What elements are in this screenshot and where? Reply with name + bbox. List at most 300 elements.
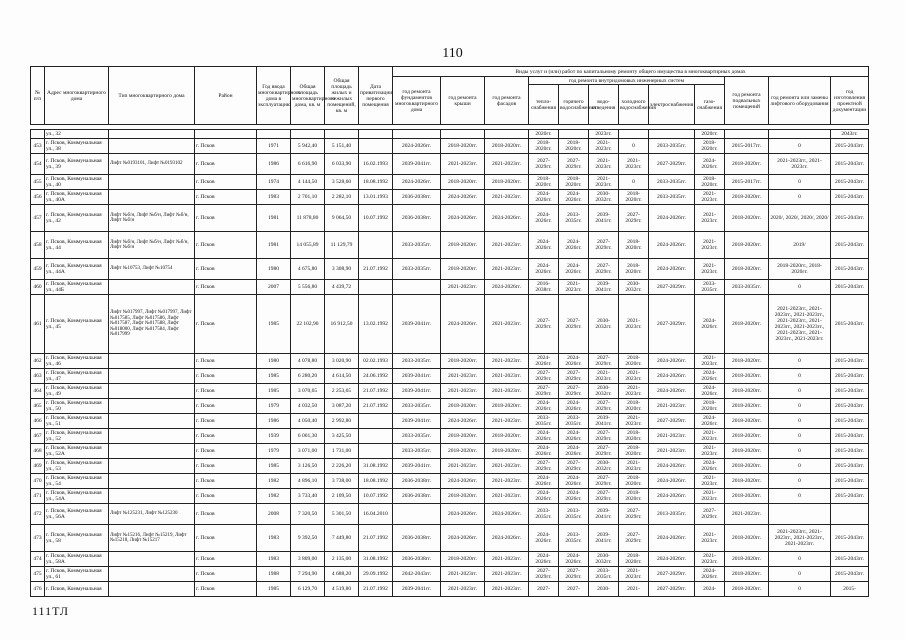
- cell-address: г. Псков, Коммунальная ул., 46: [45, 354, 109, 369]
- cell-privatization-date: 16.02.1993: [359, 154, 393, 175]
- cell-heat: 2033-2035гг.: [529, 414, 559, 429]
- cell-no: 465: [31, 399, 45, 414]
- cell-type: Лифт №017997, Лифт №017997, Лифт №017585, Лифт №017586, Лифт №017587, Лифт №017588, Лифт №018000, Лифт №017584, Лифт №017999: [109, 295, 195, 354]
- cell-hot-water: 2033-2035гг.: [559, 525, 589, 552]
- cell-foundation: 2039-2041гг.: [393, 295, 441, 354]
- cell-heat: 2027-2029гг.: [529, 459, 559, 474]
- cell-gas: 2024-2026гг.: [695, 414, 725, 429]
- cell-address: г. Псков, Коммунальная ул., 51: [45, 414, 109, 429]
- cell-heat: 2024-2026гг.: [529, 354, 559, 369]
- cell-year: 1983: [257, 552, 291, 567]
- cell-lift: 0: [769, 175, 831, 190]
- cell-hot-water: 2024-2026гг.: [559, 259, 589, 280]
- cell-year: 1974: [257, 175, 291, 190]
- cell-electric: 2013-2035гг.: [649, 504, 695, 525]
- cell-hot-water: 2018-2020гг.: [559, 139, 589, 154]
- cell-roof: 2024-2026гг.: [441, 414, 485, 429]
- cell-total-area: 3 809,00: [291, 552, 325, 567]
- cell-project: 2015-2043гг.: [831, 567, 869, 582]
- cell-heat: 2027-2029гг.: [529, 384, 559, 399]
- cell-basement: 2033-2035гг.: [725, 280, 769, 295]
- cell-roof: 2021-2023гг.: [441, 582, 485, 597]
- cell-basement: 2018-2020гг.: [725, 205, 769, 232]
- cell-cold-water: 2018-2020гг.: [619, 429, 649, 444]
- cell-hot-water: 2027-: [559, 582, 589, 597]
- cell-project: 2015-2043гг.: [831, 552, 869, 567]
- cell-water: 2033-2035гг.: [589, 567, 619, 582]
- table-row: [31, 504, 869, 525]
- cell-year: 1979: [257, 444, 291, 459]
- cell-project: 2015-2043гг.: [831, 384, 869, 399]
- cell-hot-water: 2033-2035гг.: [559, 205, 589, 232]
- cell-project: 2015-2043гг.: [831, 139, 869, 154]
- cell-water: 2027-2029гг.: [589, 474, 619, 489]
- cell-roof: 2021-2023гг.: [441, 567, 485, 582]
- cell-total-area: 3 126,50: [291, 459, 325, 474]
- carry-cell: 2023гг.: [589, 130, 619, 139]
- cell-privatization-date: [359, 139, 393, 154]
- cell-roof: 2024-2026гг.: [441, 504, 485, 525]
- cell-year: 1971: [257, 139, 291, 154]
- cell-residential-area: 3 738,00: [325, 474, 359, 489]
- cell-total-area: 22 102,90: [291, 295, 325, 354]
- cell-foundation: 2042-2043гг.: [393, 567, 441, 582]
- cell-privatization-date: 18.08.1992: [359, 175, 393, 190]
- cell-gas: 2033-2035гг.: [695, 280, 725, 295]
- cell-electric: 2024-2026гг.: [649, 354, 695, 369]
- cell-heat: 2024-2026гг.: [529, 232, 559, 259]
- cell-cold-water: 2021-2023гг.: [619, 384, 649, 399]
- cell-residential-area: 3 020,90: [325, 354, 359, 369]
- cell-cold-water: 2021-2023гг.: [619, 459, 649, 474]
- cell-gas: 2018-2020гг.: [695, 175, 725, 190]
- cell-basement: 2018-2020гг.: [725, 154, 769, 175]
- cell-total-area: 6 129,70: [291, 582, 325, 597]
- cell-privatization-date: 21.07.1992: [359, 399, 393, 414]
- cell-residential-area: 5 151,40: [325, 139, 359, 154]
- cell-foundation: 2039-2041гг.: [393, 154, 441, 175]
- cell-type: [109, 139, 195, 154]
- cell-total-area: 5 556,80: [291, 280, 325, 295]
- cell-privatization-date: [359, 444, 393, 459]
- cell-year: 1981: [257, 232, 291, 259]
- cell-project: 2015-2043гг.: [831, 280, 869, 295]
- cell-privatization-date: 24.06.1992: [359, 369, 393, 384]
- cell-privatization-date: [359, 429, 393, 444]
- cell-address: г. Псков, Коммунальная ул., 52: [45, 429, 109, 444]
- cell-cold-water: 2027-2029гг.: [619, 504, 649, 525]
- cell-roof: 2018-2020гг.: [441, 429, 485, 444]
- cell-basement: 2018-2020гг.: [725, 232, 769, 259]
- cell-total-area: 4 675,80: [291, 259, 325, 280]
- header-year-built: Год ввода многоквартирного дома в эксплуатацию: [257, 67, 291, 125]
- cell-district: г. Псков: [195, 525, 257, 552]
- cell-address: г. Псков, Коммунальная: [45, 582, 109, 597]
- table-row: [31, 190, 869, 205]
- cell-hot-water: 2027-2029гг.: [559, 384, 589, 399]
- cell-basement: 2018-2020гг.: [725, 369, 769, 384]
- cell-project: 2015-2043гг.: [831, 259, 869, 280]
- cell-lift: 2021-2023гг., 2021-2023гг., 2021-2023гг., 2021-2023гг.: [769, 525, 831, 552]
- cell-lift: 0: [769, 280, 831, 295]
- cell-electric: 2024-2026гг.: [649, 459, 695, 474]
- cell-residential-area: 4 439,72: [325, 280, 359, 295]
- cell-type: Лифт №15216, Лифт №15219, Лифт №15218, Лифт №15217: [109, 525, 195, 552]
- cell-hot-water: 2024-2026гг.: [559, 232, 589, 259]
- cell-hot-water: 2033-2035гг.: [559, 504, 589, 525]
- cell-electric: 2024-2026гг.: [649, 474, 695, 489]
- cell-basement: 2021-2023гг.: [725, 504, 769, 525]
- cell-basement: 2015-2017гг.: [725, 175, 769, 190]
- cell-cold-water: 2018-2020гг.: [619, 190, 649, 205]
- cell-roof: 2018-2020гг.: [441, 399, 485, 414]
- cell-lift: 0: [769, 399, 831, 414]
- cell-facade: 2021-2023гг.: [485, 582, 529, 597]
- cell-basement: 2018-2020гг.: [725, 444, 769, 459]
- cell-district: г. Псков: [195, 399, 257, 414]
- cell-basement: 2018-2020гг.: [725, 295, 769, 354]
- cell-facade: 2021-2023гг.: [485, 354, 529, 369]
- table-row: [31, 384, 869, 399]
- cell-foundation: 2036-2038гг.: [393, 525, 441, 552]
- cell-address: г. Псков, Коммунальная ул., 52А: [45, 444, 109, 459]
- cell-gas: 2021-2023гг.: [695, 354, 725, 369]
- table-row: [31, 232, 869, 259]
- cell-residential-area: 11 129,79: [325, 232, 359, 259]
- cell-gas: 2021-2023гг.: [695, 444, 725, 459]
- cell-lift: 0: [769, 489, 831, 504]
- cell-address: г. Псков, Коммунальная ул., 38: [45, 139, 109, 154]
- header-gas: газо-снабжения: [695, 85, 725, 125]
- cell-water: 2027-2029гг.: [589, 429, 619, 444]
- cell-roof: 2021-2023гг.: [441, 384, 485, 399]
- cell-hot-water: 2033-2035гг.: [559, 414, 589, 429]
- cell-address: г. Псков, Коммунальная ул., 44Б: [45, 280, 109, 295]
- cell-heat: 2024-2026гг.: [529, 444, 559, 459]
- carry-cell: 2020гг.: [695, 130, 725, 139]
- cell-total-area: 7 294,90: [291, 567, 325, 582]
- cell-year: 1980: [257, 259, 291, 280]
- cell-project: 2015-2043гг.: [831, 525, 869, 552]
- cell-lift: 0: [769, 444, 831, 459]
- cell-type: [109, 582, 195, 597]
- cell-cold-water: 2027-2029гг.: [619, 525, 649, 552]
- cell-privatization-date: 21.07.1992: [359, 384, 393, 399]
- cell-basement: 2015-2017гг.: [725, 139, 769, 154]
- cell-water: 2030-2032гг.: [589, 295, 619, 354]
- cell-heat: 2024-2026гг.: [529, 259, 559, 280]
- cell-roof: 2021-2023гг.: [441, 459, 485, 474]
- cell-gas: 2021-2023гг.: [695, 205, 725, 232]
- table-row: [31, 459, 869, 474]
- cell-lift: 0: [769, 567, 831, 582]
- cell-heat: 2027-: [529, 582, 559, 597]
- cell-roof: 2018-2020гг.: [441, 354, 485, 369]
- cell-residential-area: 3 425,50: [325, 429, 359, 444]
- cell-facade: 2021-2023гг.: [485, 459, 529, 474]
- header-foundation: год ремонта фундаментов многоквартирного дома: [393, 77, 441, 125]
- cell-cold-water: 2018-2020гг.: [619, 474, 649, 489]
- cell-privatization-date: 29.09.1992: [359, 567, 393, 582]
- cell-total-area: 6 616,90: [291, 154, 325, 175]
- cell-privatization-date: 02.02.1993: [359, 354, 393, 369]
- cell-water: 2030-2032гг.: [589, 459, 619, 474]
- cell-district: г. Псков: [195, 205, 257, 232]
- cell-address: г. Псков, Коммунальная ул., 49: [45, 384, 109, 399]
- cell-address: г. Псков, Коммунальная ул., 39: [45, 154, 109, 175]
- cell-residential-area: 2 109,50: [325, 489, 359, 504]
- table-header: [30, 66, 868, 125]
- cell-hot-water: 2024-2026гг.: [559, 399, 589, 414]
- cell-facade: 2021-2023гг.: [485, 567, 529, 582]
- cell-total-area: 2 701,10: [291, 190, 325, 205]
- cell-hot-water: 2024-2026гг.: [559, 429, 589, 444]
- cell-basement: 2018-2020гг.: [725, 567, 769, 582]
- cell-project: 2015-2043гг.: [831, 205, 869, 232]
- cell-gas: 2024-2026гг.: [695, 369, 725, 384]
- table-row: [31, 175, 869, 190]
- cell-no: 470: [31, 474, 45, 489]
- cell-gas: 2027-2029гг.: [695, 504, 725, 525]
- cell-cold-water: 0: [619, 139, 649, 154]
- cell-electric: 2027-2029гг.: [649, 280, 695, 295]
- cell-cold-water: 2018-2020гг.: [619, 444, 649, 459]
- cell-address: г. Псков, Коммунальная ул., 40: [45, 175, 109, 190]
- cell-district: г. Псков: [195, 384, 257, 399]
- cell-residential-area: 1 731,00: [325, 444, 359, 459]
- cell-roof: 2024-2026гг.: [441, 295, 485, 354]
- page-footer: 111ТЛ: [32, 604, 69, 618]
- cell-roof: 2024-2026гг.: [441, 190, 485, 205]
- cell-district: г. Псков: [195, 259, 257, 280]
- cell-electric: 2033-2035гг.: [649, 139, 695, 154]
- cell-heat: 2024-2026гг.: [529, 525, 559, 552]
- cell-address: г. Псков, Коммунальная ул., 58А: [45, 552, 109, 567]
- cell-electric: 2024-2026гг.: [649, 525, 695, 552]
- cell-year: 1985: [257, 384, 291, 399]
- cell-lift: 0: [769, 190, 831, 205]
- cell-type: [109, 280, 195, 295]
- table-row: [31, 280, 869, 295]
- cell-gas: 2024-2026гг.: [695, 295, 725, 354]
- cell-electric: 2021-2023гг.: [649, 399, 695, 414]
- cell-heat: 2024-2026гг.: [529, 552, 559, 567]
- cell-electric: 2024-2026гг.: [649, 232, 695, 259]
- cell-gas: 2021-2023гг.: [695, 552, 725, 567]
- cell-privatization-date: [359, 232, 393, 259]
- cell-cold-water: 2021-: [619, 582, 649, 597]
- cell-project: 2015-2043гг.: [831, 474, 869, 489]
- cell-facade: 2021-2023гг.: [485, 414, 529, 429]
- cell-year: 1982: [257, 474, 291, 489]
- cell-privatization-date: 31.08.1992: [359, 552, 393, 567]
- cell-type: [109, 414, 195, 429]
- cell-gas: 2021-2023гг.: [695, 525, 725, 552]
- cell-heat: 2027-2029гг.: [529, 295, 559, 354]
- cell-electric: 2024-2026гг.: [649, 384, 695, 399]
- cell-foundation: 2033-2035гг.: [393, 429, 441, 444]
- header-basement: год ремонта подвальных помещений: [725, 77, 769, 125]
- cell-cold-water: 2018-2020гг.: [619, 399, 649, 414]
- cell-water: 2027-2029гг.: [589, 489, 619, 504]
- cell-basement: 2018-2020гг.: [725, 489, 769, 504]
- cell-cold-water: 2018-2020гг.: [619, 259, 649, 280]
- header-heat: тепло-снабжения: [529, 85, 559, 125]
- cell-roof: 2018-2020гг.: [441, 552, 485, 567]
- cell-residential-area: 9 064,50: [325, 205, 359, 232]
- cell-water: 2039-2041гг.: [589, 414, 619, 429]
- cell-district: г. Псков: [195, 552, 257, 567]
- cell-gas: 2021-2023гг.: [695, 232, 725, 259]
- cell-lift: 0: [769, 429, 831, 444]
- cell-no: 461: [31, 295, 45, 354]
- cell-electric: 2027-2029гг.: [649, 567, 695, 582]
- cell-water: 2027-2029гг.: [589, 444, 619, 459]
- cell-address: г. Псков, Коммунальная ул., 58: [45, 525, 109, 552]
- header-district: Район: [195, 67, 257, 125]
- table-row: [31, 369, 869, 384]
- cell-water: 2021-2023гг.: [589, 154, 619, 175]
- cell-type: [109, 459, 195, 474]
- cell-hot-water: 2024-2026гг.: [559, 474, 589, 489]
- carry-address: ул., 32: [45, 130, 109, 139]
- cell-project: 2015-2043гг.: [831, 444, 869, 459]
- cell-lift: 0: [769, 552, 831, 567]
- cell-district: г. Псков: [195, 444, 257, 459]
- cell-address: г. Псков, Коммунальная ул., 61: [45, 567, 109, 582]
- cell-project: 2015-: [831, 582, 869, 597]
- cell-project: 2015-2043гг.: [831, 175, 869, 190]
- cell-total-area: 7 320,50: [291, 504, 325, 525]
- cell-heat: 2024-2026гг.: [529, 190, 559, 205]
- cell-roof: 2018-2020гг.: [441, 444, 485, 459]
- cell-total-area: 4 032,50: [291, 399, 325, 414]
- cell-address: г. Псков, Коммунальная ул., 53: [45, 459, 109, 474]
- cell-type: [109, 474, 195, 489]
- cell-year: 1980: [257, 354, 291, 369]
- cell-gas: 2021-2023гг.: [695, 190, 725, 205]
- cell-cold-water: 2018-2020гг.: [619, 489, 649, 504]
- cell-facade: 2021-2023гг.: [485, 384, 529, 399]
- cell-address: г. Псков, Коммунальная ул., 44: [45, 232, 109, 259]
- cell-gas: 2021-2023гг.: [695, 429, 725, 444]
- cell-project: 2015-2043гг.: [831, 154, 869, 175]
- cell-lift: 2020/, 2020/, 2020/, 2020/: [769, 205, 831, 232]
- header-systems: год ремонта внутридомовых инженерных систем: [529, 77, 725, 85]
- cell-residential-area: 2 226,20: [325, 459, 359, 474]
- cell-lift: 0: [769, 459, 831, 474]
- cell-residential-area: 5 301,50: [325, 504, 359, 525]
- cell-roof: 2018-2020гг.: [441, 489, 485, 504]
- cell-water: 2021-2023гг.: [589, 139, 619, 154]
- cell-facade: 2021-2023гг.: [485, 489, 529, 504]
- cell-facade: 2021-2023гг.: [485, 190, 529, 205]
- cell-roof: 2024-2026гг.: [441, 205, 485, 232]
- cell-type: [109, 429, 195, 444]
- carry-cell: 2020гг.: [529, 130, 559, 139]
- cell-year: 1982: [257, 489, 291, 504]
- cell-cold-water: 2021-2023гг.: [619, 414, 649, 429]
- cell-roof: 2018-2020гг.: [441, 232, 485, 259]
- cell-basement: 2018-2020гг.: [725, 459, 769, 474]
- cell-no: 463: [31, 369, 45, 384]
- cell-foundation: 2036-2038гг.: [393, 190, 441, 205]
- table-row: [31, 354, 869, 369]
- cell-year: 1939: [257, 429, 291, 444]
- cell-year: 1983: [257, 525, 291, 552]
- cell-no: 467: [31, 429, 45, 444]
- cell-year: 1983: [257, 190, 291, 205]
- cell-district: г. Псков: [195, 474, 257, 489]
- cell-water: 2021-2023гг.: [589, 369, 619, 384]
- cell-total-area: 5 942,40: [291, 139, 325, 154]
- cell-cold-water: 0: [619, 175, 649, 190]
- cell-district: г. Псков: [195, 567, 257, 582]
- cell-year: 1985: [257, 295, 291, 354]
- cell-water: 2021-2023гг.: [589, 175, 619, 190]
- cell-lift: 2021-2023гг., 2021-2023гг.: [769, 154, 831, 175]
- cell-basement: 2018-2020гг.: [725, 429, 769, 444]
- table-row-carry: [31, 130, 869, 139]
- cell-year: 2008: [257, 504, 291, 525]
- cell-hot-water: 2027-2029гг.: [559, 295, 589, 354]
- cell-no: 474: [31, 552, 45, 567]
- cell-residential-area: 2 282,10: [325, 190, 359, 205]
- cell-district: г. Псков: [195, 175, 257, 190]
- cell-address: г. Псков, Коммунальная ул., 45: [45, 295, 109, 354]
- cell-address: г. Псков, Коммунальная ул., 40А: [45, 190, 109, 205]
- cell-hot-water: 2024-2026гг.: [559, 552, 589, 567]
- cell-gas: 2024-: [695, 582, 725, 597]
- cell-foundation: 2036-2038гг.: [393, 489, 441, 504]
- cell-cold-water: 2030-2032гг.: [619, 280, 649, 295]
- cell-no: 471: [31, 489, 45, 504]
- cell-address: г. Псков, Коммунальная ул., 54: [45, 474, 109, 489]
- cell-district: г. Псков: [195, 489, 257, 504]
- cell-basement: 2018-2020гг.: [725, 582, 769, 597]
- cell-facade: 2018-2020гг.: [485, 429, 529, 444]
- table-row: [31, 399, 869, 414]
- header-electric: электроснабжения: [649, 85, 695, 125]
- cell-year: 1979: [257, 399, 291, 414]
- cell-residential-area: 7 449,80: [325, 525, 359, 552]
- cell-district: г. Псков: [195, 429, 257, 444]
- cell-facade: 2021-2023гг.: [485, 295, 529, 354]
- cell-district: г. Псков: [195, 369, 257, 384]
- cell-facade: 2021-2023гг.: [485, 369, 529, 384]
- cell-type: Лифт №10753, Лифт №10754: [109, 259, 195, 280]
- table-row: [31, 567, 869, 582]
- cell-electric: 2027-2029гг.: [649, 582, 695, 597]
- cell-address: г. Псков, Коммунальная ул., 56А: [45, 504, 109, 525]
- cell-electric: 2021-2023гг.: [649, 444, 695, 459]
- cell-no: 458: [31, 232, 45, 259]
- carry-cell: 2043гг.: [831, 130, 869, 139]
- cell-year: 1985: [257, 582, 291, 597]
- cell-water: 2027-2029гг.: [589, 399, 619, 414]
- cell-heat: 2033-2035гг.: [529, 504, 559, 525]
- cell-residential-area: 3 308,90: [325, 259, 359, 280]
- cell-total-area: 14 055,89: [291, 232, 325, 259]
- cell-residential-area: 4 519,80: [325, 582, 359, 597]
- cell-hot-water: 2027-2029гг.: [559, 154, 589, 175]
- cell-hot-water: 2027-2029гг.: [559, 369, 589, 384]
- header-cold-water: холодного водоснабжения: [619, 85, 649, 125]
- cell-privatization-date: 13.01.1993: [359, 190, 393, 205]
- cell-water: 2030-2032гг.: [589, 384, 619, 399]
- cell-foundation: 2024-2026гг.: [393, 139, 441, 154]
- cell-facade: 2021-2023гг.: [485, 552, 529, 567]
